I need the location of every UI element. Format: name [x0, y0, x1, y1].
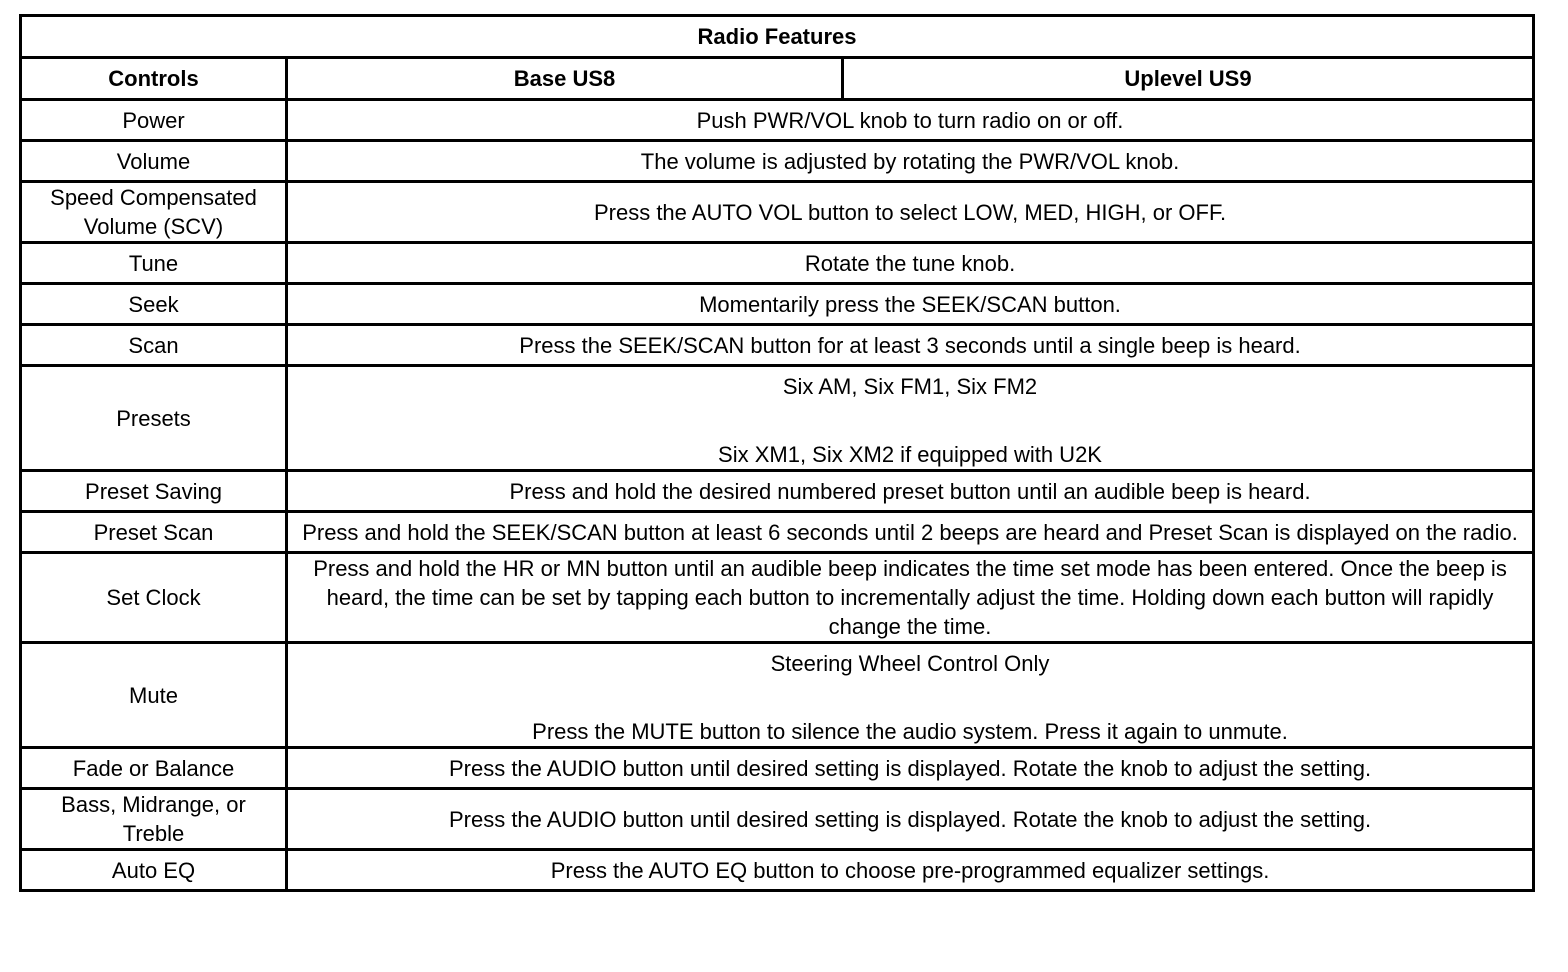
- table-row: [21, 182, 1534, 243]
- header-uplevel-us9: Uplevel US9: [843, 58, 1534, 100]
- table-title: Radio Features: [21, 16, 1534, 58]
- table-row: [21, 141, 1534, 182]
- description-line-2: Press the MUTE button to silence the audio system. Press it again to unmute.: [532, 719, 1288, 744]
- control-description: [287, 643, 1534, 748]
- control-label: Volume: [21, 141, 287, 182]
- table-row: [21, 100, 1534, 141]
- control-label: Speed Compensated Volume (SCV): [21, 182, 287, 243]
- control-label: Set Clock: [21, 553, 287, 643]
- control-description: Press the AUTO EQ button to choose pre-programmed equalizer settings.: [287, 850, 1534, 891]
- table-row: [21, 471, 1534, 512]
- control-description: Press the SEEK/SCAN button for at least 3 seconds until a single beep is heard.: [287, 325, 1534, 366]
- line-spacer: [294, 678, 1526, 717]
- control-label: Tune: [21, 243, 287, 284]
- description-line-2: Six XM1, Six XM2 if equipped with U2K: [718, 442, 1102, 467]
- control-description: Press and hold the SEEK/SCAN button at least 6 seconds until 2 beeps are heard and Preset Scan is displayed on the radio.: [287, 512, 1534, 553]
- header-controls: Controls: [21, 58, 287, 100]
- control-label: Fade or Balance: [21, 748, 287, 789]
- table-row: [21, 512, 1534, 553]
- control-label: Presets: [21, 366, 287, 471]
- control-label: Preset Scan: [21, 512, 287, 553]
- control-description: Press and hold the desired numbered preset button until an audible beep is heard.: [287, 471, 1534, 512]
- control-description: Press and hold the HR or MN button until an audible beep indicates the time set mode has been entered. Once the beep is heard, the time can be set by tapping each button to incrementally adjust the time. Holding down each button will rapidly change the time.: [287, 553, 1534, 643]
- control-description: Momentarily press the SEEK/SCAN button.: [287, 284, 1534, 325]
- table-row: [21, 366, 1534, 471]
- description-line-1: Steering Wheel Control Only: [770, 651, 1050, 676]
- header-base-us8: Base US8: [287, 58, 843, 100]
- control-description: Rotate the tune knob.: [287, 243, 1534, 284]
- control-description: [287, 366, 1534, 471]
- table-row: [21, 643, 1534, 748]
- control-label: Bass, Midrange, or Treble: [21, 789, 287, 850]
- table-row: [21, 325, 1534, 366]
- table-row: [21, 553, 1534, 643]
- line-spacer: [294, 401, 1526, 440]
- table-title-row: [21, 16, 1534, 58]
- control-label: Mute: [21, 643, 287, 748]
- control-label: Seek: [21, 284, 287, 325]
- control-label: Preset Saving: [21, 471, 287, 512]
- control-description: Press the AUTO VOL button to select LOW, MED, HIGH, or OFF.: [287, 182, 1534, 243]
- table-row: [21, 850, 1534, 891]
- control-description: Press the AUDIO button until desired setting is displayed. Rotate the knob to adjust the setting.: [287, 789, 1534, 850]
- table-row: [21, 243, 1534, 284]
- control-label: Scan: [21, 325, 287, 366]
- table-row: [21, 789, 1534, 850]
- table-row: [21, 284, 1534, 325]
- table-header-row: [21, 58, 1534, 100]
- control-description: The volume is adjusted by rotating the PWR/VOL knob.: [287, 141, 1534, 182]
- control-description: Push PWR/VOL knob to turn radio on or off.: [287, 100, 1534, 141]
- description-line-1: Six AM, Six FM1, Six FM2: [782, 374, 1038, 399]
- table-row: [21, 748, 1534, 789]
- control-label: Auto EQ: [21, 850, 287, 891]
- control-label: Power: [21, 100, 287, 141]
- radio-features-table: [19, 14, 1535, 892]
- control-description: Press the AUDIO button until desired setting is displayed. Rotate the knob to adjust the setting.: [287, 748, 1534, 789]
